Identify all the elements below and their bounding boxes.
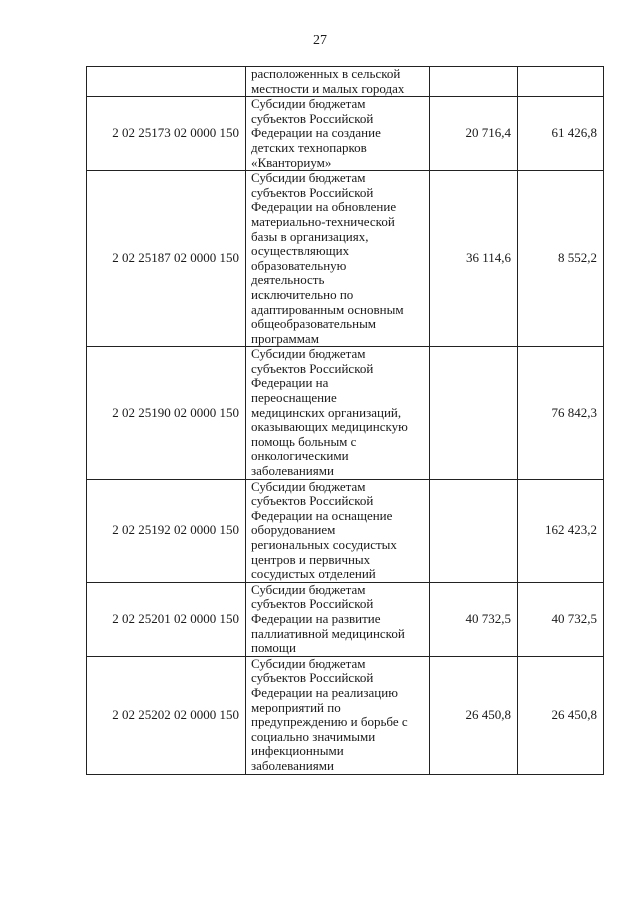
description-line: инфекционными: [251, 743, 344, 759]
amount-cell-2: 162 423,2: [518, 479, 604, 582]
description-line: Субсидии бюджетам: [251, 96, 366, 112]
amount-cell-1: [430, 479, 518, 582]
description-line: Федерации на создание: [251, 125, 381, 141]
description-line: субъектов Российской: [251, 493, 374, 509]
description-line: расположенных в сельской: [251, 66, 401, 81]
description-line: субъектов Российской: [251, 596, 374, 612]
amount-cell-1: 20 716,4: [430, 97, 518, 171]
description-cell: [246, 171, 430, 347]
table-row: [87, 347, 604, 479]
description-line: сосудистых отделений: [251, 566, 376, 582]
description-line: помощи: [251, 640, 296, 656]
description-line: материально-технической: [251, 213, 395, 229]
amount-cell-1: [430, 67, 518, 97]
table-row: [87, 67, 604, 97]
budget-code-cell: 2 02 25173 02 0000 150: [87, 97, 246, 171]
description-line: помощь больным с: [251, 433, 357, 449]
description-line: адаптированным основным: [251, 301, 404, 317]
description-line: переоснащение: [251, 390, 337, 406]
description-line: базы в организациях,: [251, 228, 369, 244]
description-cell: [246, 479, 430, 582]
budget-code-cell: 2 02 25201 02 0000 150: [87, 582, 246, 656]
description-line: Субсидии бюджетам: [251, 581, 366, 597]
description-line: Субсидии бюджетам: [251, 478, 366, 494]
description-cell: [246, 656, 430, 774]
amount-cell-1: 40 732,5: [430, 582, 518, 656]
description-line: Субсидии бюджетам: [251, 655, 366, 671]
description-line: медицинских организаций,: [251, 404, 402, 420]
amount-cell-1: 36 114,6: [430, 171, 518, 347]
budget-revenue-table: [86, 66, 604, 775]
description-line: общеобразовательным: [251, 316, 377, 332]
description-line: деятельность: [251, 272, 325, 288]
description-cell: [246, 97, 430, 171]
amount-cell-2: [518, 67, 604, 97]
amount-cell-2: 61 426,8: [518, 97, 604, 171]
description-line: Федерации на обновление: [251, 199, 397, 215]
description-line: исключительно по: [251, 286, 354, 302]
description-line: программам: [251, 330, 319, 346]
description-line: мероприятий по: [251, 699, 341, 715]
description-line: предупреждению и борьбе с: [251, 714, 408, 730]
table-row: [87, 656, 604, 774]
description-line: осуществляющих: [251, 243, 350, 259]
budget-code-cell: 2 02 25190 02 0000 150: [87, 347, 246, 479]
description-line: центров и первичных: [251, 551, 371, 567]
budget-code-cell: 2 02 25187 02 0000 150: [87, 171, 246, 347]
description-line: местности и малых городах: [251, 80, 405, 96]
description-line: Федерации на оснащение: [251, 507, 393, 523]
description-line: Субсидии бюджетам: [251, 170, 366, 186]
description-line: образовательную: [251, 257, 347, 273]
budget-code-cell: 2 02 25192 02 0000 150: [87, 479, 246, 582]
description-line: Федерации на: [251, 375, 329, 391]
table-row: [87, 97, 604, 171]
description-line: субъектов Российской: [251, 670, 374, 686]
amount-cell-2: 26 450,8: [518, 656, 604, 774]
table-row: [87, 171, 604, 347]
description-line: паллиативной медицинской: [251, 625, 405, 641]
description-line: субъектов Российской: [251, 110, 374, 126]
description-line: региональных сосудистых: [251, 537, 397, 552]
table-body: [87, 67, 604, 775]
amount-cell-1: [430, 347, 518, 479]
description-line: детских технопарков: [251, 139, 367, 155]
description-line: Федерации на развитие: [251, 610, 381, 626]
description-cell: [246, 582, 430, 656]
amount-cell-2: 8 552,2: [518, 171, 604, 347]
table-row: [87, 479, 604, 582]
table-row: [87, 582, 604, 656]
amount-cell-2: 76 842,3: [518, 347, 604, 479]
description-line: Федерации на реализацию: [251, 684, 398, 700]
amount-cell-1: 26 450,8: [430, 656, 518, 774]
description-line: оборудованием: [251, 522, 336, 538]
description-line: субъектов Российской: [251, 184, 374, 200]
description-line: онкологическими: [251, 448, 349, 464]
description-cell: [246, 67, 430, 97]
description-line: заболеваниями: [251, 463, 334, 479]
description-line: заболеваниями: [251, 757, 334, 773]
budget-code-cell: 2 02 25202 02 0000 150: [87, 656, 246, 774]
budget-code-cell: [87, 67, 246, 97]
description-line: оказывающих медицинскую: [251, 419, 408, 435]
description-line: социально значимыми: [251, 728, 376, 744]
description-line: Субсидии бюджетам: [251, 346, 366, 362]
amount-cell-2: 40 732,5: [518, 582, 604, 656]
description-line: субъектов Российской: [251, 360, 374, 376]
description-cell: [246, 347, 430, 479]
description-line: «Кванториум»: [251, 154, 332, 170]
page-number: 27: [313, 33, 327, 48]
